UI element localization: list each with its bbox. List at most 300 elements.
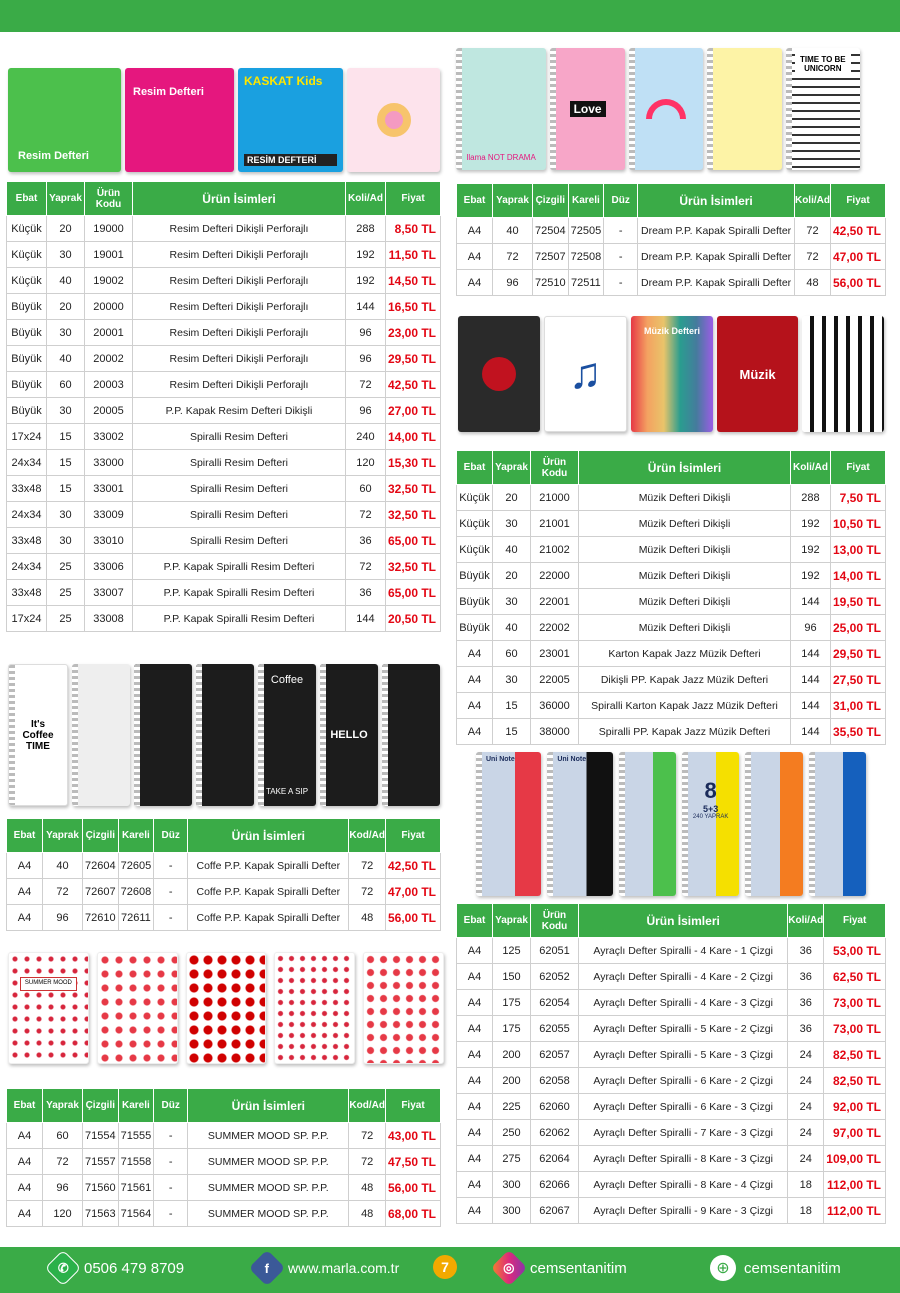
table-cell: 71560: [83, 1175, 119, 1201]
table-cell: 33010: [85, 528, 133, 554]
price-cell: 65,00 TL: [385, 528, 440, 554]
table-cell: 33007: [85, 580, 133, 606]
table-cell: 62062: [531, 1120, 579, 1146]
cover-title: llama NOT DRAMA: [466, 153, 536, 162]
product-name-cell: Spiralli Karton Kapak Jazz Müzik Defteri: [579, 693, 791, 719]
table-cell: 72504: [533, 218, 569, 244]
ayracli-covers: [476, 752, 866, 896]
table-cell: 72: [345, 372, 385, 398]
music-note-icon: ♫: [568, 349, 602, 398]
product-name-cell: Ayraçlı Defter Spiralli - 6 Kare - 3 Çizgi: [579, 1094, 788, 1120]
product-name-cell: Müzik Defteri Dikişli: [579, 485, 791, 511]
table-cell: Büyük: [7, 372, 47, 398]
price-cell: 56,00 TL: [385, 905, 440, 931]
price-cell: 42,50 TL: [830, 218, 885, 244]
table-cell: Büyük: [7, 346, 47, 372]
table-cell: 71558: [118, 1149, 154, 1175]
footer-instagram[interactable]: [496, 1253, 627, 1283]
column-header: Fiyat: [830, 184, 885, 218]
table-cell: 72: [349, 879, 386, 905]
table-cell: 19001: [85, 242, 133, 268]
cover-brand: Uni Note: [486, 756, 515, 763]
table-row: [7, 580, 441, 606]
column-header: Koli/Ad: [794, 184, 830, 218]
table-cell: 36: [788, 990, 824, 1016]
price-cell: 32,50 TL: [385, 476, 440, 502]
table-cell: A4: [457, 1198, 493, 1224]
table-cell: 71554: [83, 1123, 119, 1149]
price-cell: 43,00 TL: [385, 1123, 440, 1149]
table-cell: 17x24: [7, 606, 47, 632]
table-cell: 30: [47, 398, 85, 424]
product-name-cell: Ayraçlı Defter Spiralli - 5 Kare - 2 Çizgi: [579, 1016, 788, 1042]
table-cell: 19000: [85, 216, 133, 242]
table-cell: A4: [457, 990, 493, 1016]
table-row: [7, 905, 441, 931]
table-cell: 40: [493, 615, 531, 641]
table-row: [457, 615, 886, 641]
column-header: Yaprak: [493, 451, 531, 485]
table-cell: -: [154, 1201, 188, 1227]
price-cell: 65,00 TL: [385, 580, 440, 606]
table-cell: 225: [493, 1094, 531, 1120]
price-cell: 10,50 TL: [830, 511, 885, 537]
table-cell: 30: [47, 242, 85, 268]
column-header: Koli/Ad: [788, 904, 824, 938]
product-name-cell: Dream P.P. Kapak Spiralli Defter: [638, 244, 795, 270]
table-cell: 200: [493, 1042, 531, 1068]
table-cell: A4: [457, 693, 493, 719]
table-cell: 300: [493, 1172, 531, 1198]
table-cell: 40: [47, 346, 85, 372]
table-cell: 30: [47, 320, 85, 346]
price-cell: 35,50 TL: [830, 719, 885, 745]
table-cell: -: [604, 270, 638, 296]
table-row: [457, 719, 886, 745]
cover-piano-color: [631, 316, 713, 432]
summer-mood-covers: [8, 952, 444, 1064]
cover-piano-red: [717, 316, 799, 432]
table-cell: 33x48: [7, 476, 47, 502]
column-header: Ürün İsimleri: [638, 184, 795, 218]
product-name-cell: Ayraçlı Defter Spiralli - 8 Kare - 4 Çizgi: [579, 1172, 788, 1198]
table-cell: 48: [349, 1201, 386, 1227]
price-cell: 15,30 TL: [385, 450, 440, 476]
table-cell: 62058: [531, 1068, 579, 1094]
product-name-cell: Müzik Defteri Dikişli: [579, 511, 791, 537]
table-cell: 71561: [118, 1175, 154, 1201]
cover-coffee-black-4: [320, 664, 378, 806]
table-cell: 144: [345, 294, 385, 320]
product-name-cell: Ayraçlı Defter Spiralli - 4 Kare - 1 Çizgi: [579, 938, 788, 964]
table-cell: 72510: [533, 270, 569, 296]
cover-flamingo: [550, 48, 624, 170]
footer-website[interactable]: [254, 1253, 399, 1283]
column-header: Düz: [154, 1089, 188, 1123]
price-cell: 14,50 TL: [385, 268, 440, 294]
table-cell: 25: [47, 554, 85, 580]
table-row: [457, 244, 886, 270]
table-cell: 275: [493, 1146, 531, 1172]
table-cell: 20002: [85, 346, 133, 372]
cover-ayrac-black: [547, 752, 612, 896]
table-cell: 72: [493, 244, 533, 270]
table-cell: 72605: [118, 853, 154, 879]
cover-coffee-time: [8, 664, 68, 806]
cover-ayrac-red: [476, 752, 541, 896]
price-cell: 73,00 TL: [824, 1016, 886, 1042]
table-cell: 175: [493, 1016, 531, 1042]
table-cell: 62057: [531, 1042, 579, 1068]
column-header: Ebat: [457, 451, 493, 485]
table-cell: 144: [345, 606, 385, 632]
table-cell: 300: [493, 1198, 531, 1224]
table-row: [7, 424, 441, 450]
price-cell: 25,00 TL: [830, 615, 885, 641]
table-cell: 96: [345, 320, 385, 346]
table-cell: 20005: [85, 398, 133, 424]
table-row: [457, 1094, 886, 1120]
column-header: Kareli: [118, 819, 154, 853]
column-header: Yaprak: [43, 1089, 83, 1123]
dream-covers: [456, 48, 860, 170]
table-cell: 21000: [531, 485, 579, 511]
product-name-cell: SUMMER MOOD SP. P.P.: [188, 1175, 349, 1201]
table-cell: 33001: [85, 476, 133, 502]
table-cell: A4: [7, 853, 43, 879]
table-cell: 200: [493, 1068, 531, 1094]
cover-cherry: [8, 952, 89, 1064]
price-cell: 14,00 TL: [385, 424, 440, 450]
table-cell: 17x24: [7, 424, 47, 450]
table-cell: 48: [349, 905, 386, 931]
price-cell: 11,50 TL: [385, 242, 440, 268]
price-cell: 92,00 TL: [824, 1094, 886, 1120]
cover-coffee-black-2: [196, 664, 254, 806]
table-cell: 62064: [531, 1146, 579, 1172]
table-cell: 40: [43, 853, 83, 879]
table-cell: 22000: [531, 563, 579, 589]
table-cell: A4: [457, 1042, 493, 1068]
product-name-cell: Spiralli Resim Defteri: [133, 502, 346, 528]
product-name-cell: SUMMER MOOD SP. P.P.: [188, 1123, 349, 1149]
table-dream: [456, 183, 886, 296]
column-header: Fiyat: [385, 819, 440, 853]
table-cell: 40: [493, 218, 533, 244]
footer-web-handle[interactable]: [710, 1253, 841, 1283]
table-row: [457, 1172, 886, 1198]
product-name-cell: Dikişli PP. Kapak Jazz Müzik Defteri: [579, 667, 791, 693]
table-cell: 144: [790, 589, 830, 615]
rainbow-icon: [646, 99, 686, 119]
table-cell: 33008: [85, 606, 133, 632]
cover-drums: [458, 316, 540, 432]
table-cell: -: [604, 244, 638, 270]
table-cell: 30: [47, 502, 85, 528]
column-header: Yaprak: [493, 184, 533, 218]
price-cell: 27,00 TL: [385, 398, 440, 424]
product-name-cell: Spiralli Resim Defteri: [133, 450, 346, 476]
table-cell: 71564: [118, 1201, 154, 1227]
table-cell: 36: [788, 1016, 824, 1042]
column-header: Koli/Ad: [790, 451, 830, 485]
table-cell: Küçük: [7, 242, 47, 268]
product-name-cell: Ayraçlı Defter Spiralli - 6 Kare - 2 Çizgi: [579, 1068, 788, 1094]
cover-title: Coffee: [270, 674, 304, 686]
cover-strawberry: [186, 952, 267, 1064]
product-name-cell: Dream P.P. Kapak Spiralli Defter: [638, 270, 795, 296]
cover-ayrac-green: [619, 752, 676, 896]
table-row: [7, 1175, 441, 1201]
price-cell: 16,50 TL: [385, 294, 440, 320]
table-cell: Küçük: [457, 485, 493, 511]
product-name-cell: Dream P.P. Kapak Spiralli Defter: [638, 218, 795, 244]
product-name-cell: Resim Defteri Dikişli Perforajlı: [133, 372, 346, 398]
price-cell: 29,50 TL: [830, 641, 885, 667]
table-cell: 60: [493, 641, 531, 667]
table-cell: 192: [345, 242, 385, 268]
table-cell: A4: [457, 719, 493, 745]
table-row: [457, 1120, 886, 1146]
table-cell: -: [154, 905, 188, 931]
table-coffee: [6, 818, 441, 931]
table-row: [7, 1201, 441, 1227]
product-name-cell: Resim Defteri Dikişli Perforajlı: [133, 320, 346, 346]
table-row: [7, 554, 441, 580]
table-row: [457, 667, 886, 693]
table-cell: 62052: [531, 964, 579, 990]
price-cell: 7,50 TL: [830, 485, 885, 511]
product-name-cell: Müzik Defteri Dikişli: [579, 537, 791, 563]
footer-phone[interactable]: [50, 1253, 184, 1283]
table-cell: 33000: [85, 450, 133, 476]
cover-number: 8: [704, 778, 717, 803]
cover-ayrac-yellow: [682, 752, 739, 896]
column-header: Fiyat: [824, 904, 886, 938]
column-header: Yaprak: [43, 819, 83, 853]
table-cell: 62055: [531, 1016, 579, 1042]
drum-icon: [482, 357, 516, 391]
table-cell: 24: [788, 1094, 824, 1120]
table-cell: 22002: [531, 615, 579, 641]
price-cell: 23,00 TL: [385, 320, 440, 346]
table-cell: 96: [790, 615, 830, 641]
table-muzik: [456, 450, 886, 745]
price-cell: 27,50 TL: [830, 667, 885, 693]
table-cell: 71563: [83, 1201, 119, 1227]
table-cell: 36000: [531, 693, 579, 719]
product-name-cell: Müzik Defteri Dikişli: [579, 615, 791, 641]
table-cell: A4: [457, 964, 493, 990]
column-header: Düz: [154, 819, 188, 853]
table-row: [7, 216, 441, 242]
table-cell: 60: [47, 372, 85, 398]
product-name-cell: Coffe P.P. Kapak Spiralli Defter: [188, 879, 349, 905]
column-header: Ürün İsimleri: [579, 451, 791, 485]
table-cell: Büyük: [457, 615, 493, 641]
price-cell: 42,50 TL: [385, 853, 440, 879]
table-cell: A4: [457, 1094, 493, 1120]
table-cell: 62066: [531, 1172, 579, 1198]
table-cell: Küçük: [7, 268, 47, 294]
product-name-cell: Ayraçlı Defter Spiralli - 8 Kare - 3 Çizgi: [579, 1146, 788, 1172]
table-cell: 96: [43, 905, 83, 931]
table-cell: 25: [47, 606, 85, 632]
table-summer-mood: [6, 1088, 441, 1227]
table-cell: 20000: [85, 294, 133, 320]
cover-coffee-black-3: [258, 664, 316, 806]
table-cell: 62060: [531, 1094, 579, 1120]
column-header: Kareli: [568, 184, 604, 218]
table-resim-defteri: [6, 181, 441, 632]
column-header: Ebat: [457, 184, 493, 218]
table-cell: 288: [345, 216, 385, 242]
table-cell: 72: [349, 1123, 386, 1149]
column-header: Ürün İsimleri: [133, 182, 346, 216]
table-cell: 40: [47, 268, 85, 294]
table-cell: 15: [47, 476, 85, 502]
table-cell: 72: [345, 502, 385, 528]
table-cell: 192: [790, 537, 830, 563]
table-row: [7, 346, 441, 372]
cover-title: It's Coffee TIME: [22, 718, 54, 752]
table-row: [457, 1198, 886, 1224]
cover-unicorn: [786, 48, 860, 170]
table-cell: 150: [493, 964, 531, 990]
table-cell: 15: [47, 450, 85, 476]
table-cell: 144: [790, 667, 830, 693]
table-row: [7, 372, 441, 398]
table-row: [7, 320, 441, 346]
table-cell: 62067: [531, 1198, 579, 1224]
table-cell: 120: [43, 1201, 83, 1227]
product-name-cell: Ayraçlı Defter Spiralli - 7 Kare - 3 Çizgi: [579, 1120, 788, 1146]
table-cell: 192: [790, 563, 830, 589]
price-cell: 47,50 TL: [385, 1149, 440, 1175]
cover-label: SUMMER MOOD: [20, 977, 77, 991]
product-name-cell: Spiralli PP. Kapak Jazz Müzik Defteri: [579, 719, 791, 745]
page-number: 7: [433, 1255, 457, 1279]
product-name-cell: Müzik Defteri Dikişli: [579, 589, 791, 615]
table-cell: 33x48: [7, 580, 47, 606]
cover-cherry-2: [274, 952, 355, 1064]
table-cell: 288: [790, 485, 830, 511]
cover-title: KASKAT Kids: [244, 74, 323, 88]
instagram-text: cemsentanitim: [530, 1259, 627, 1277]
table-row: [7, 1149, 441, 1175]
table-row: [457, 964, 886, 990]
table-cell: A4: [7, 1175, 43, 1201]
table-cell: 22005: [531, 667, 579, 693]
column-header: Ebat: [7, 819, 43, 853]
product-name-cell: Coffe P.P. Kapak Spiralli Defter: [188, 853, 349, 879]
table-cell: 72508: [568, 244, 604, 270]
table-cell: 72604: [83, 853, 119, 879]
table-cell: A4: [457, 218, 493, 244]
table-row: [7, 294, 441, 320]
table-cell: A4: [457, 1016, 493, 1042]
table-row: [457, 641, 886, 667]
cover-title: Love: [570, 101, 606, 117]
product-name-cell: Spiralli Resim Defteri: [133, 476, 346, 502]
table-cell: 72505: [568, 218, 604, 244]
table-row: [457, 1042, 886, 1068]
column-header: Kod/Ad: [349, 819, 386, 853]
table-cell: 20: [47, 294, 85, 320]
table-cell: A4: [457, 667, 493, 693]
cover-subtitle: RESİM DEFTERİ: [244, 154, 337, 166]
product-name-cell: SUMMER MOOD SP. P.P.: [188, 1149, 349, 1175]
cover-watermelon-2: [363, 952, 444, 1064]
cover-brand: Uni Note: [557, 756, 587, 763]
table-cell: A4: [457, 1146, 493, 1172]
product-name-cell: P.P. Kapak Spiralli Resim Defteri: [133, 554, 346, 580]
table-row: [457, 537, 886, 563]
price-cell: 112,00 TL: [824, 1172, 886, 1198]
cover-ayrac-blue: [809, 752, 866, 896]
product-name-cell: Karton Kapak Jazz Müzik Defteri: [579, 641, 791, 667]
cover-title: Resim Defteri: [18, 150, 89, 162]
table-cell: 175: [493, 990, 531, 1016]
table-cell: 72: [43, 879, 83, 905]
table-cell: 72608: [118, 879, 154, 905]
table-cell: 72: [794, 218, 830, 244]
price-cell: 29,50 TL: [385, 346, 440, 372]
table-cell: -: [154, 853, 188, 879]
table-row: [7, 242, 441, 268]
price-cell: 8,50 TL: [385, 216, 440, 242]
table-cell: 33002: [85, 424, 133, 450]
price-cell: 53,00 TL: [824, 938, 886, 964]
table-cell: 62054: [531, 990, 579, 1016]
table-cell: 96: [493, 270, 533, 296]
product-name-cell: Resim Defteri Dikişli Perforajlı: [133, 242, 346, 268]
table-cell: 71555: [118, 1123, 154, 1149]
product-name-cell: Resim Defteri Dikişli Perforajlı: [133, 268, 346, 294]
product-name-cell: Ayraçlı Defter Spiralli - 9 Kare - 3 Çizgi: [579, 1198, 788, 1224]
table-cell: 15: [493, 693, 531, 719]
table-row: [457, 938, 886, 964]
table-row: [457, 1068, 886, 1094]
column-header: Düz: [604, 184, 638, 218]
table-cell: 72: [794, 244, 830, 270]
table-cell: 144: [790, 693, 830, 719]
website-text: www.marla.com.tr: [288, 1260, 400, 1276]
table-cell: 60: [345, 476, 385, 502]
price-cell: 82,50 TL: [824, 1042, 886, 1068]
top-green-bar: [0, 0, 900, 32]
table-cell: 15: [493, 719, 531, 745]
table-row: [457, 589, 886, 615]
column-header: Çizgili: [83, 819, 119, 853]
table-cell: 48: [794, 270, 830, 296]
cover-subtitle: TAKE A SIP: [265, 787, 309, 796]
donut-icon: [377, 103, 411, 137]
table-cell: 38000: [531, 719, 579, 745]
table-cell: 24: [788, 1146, 824, 1172]
table-row: [7, 606, 441, 632]
table-cell: 71557: [83, 1149, 119, 1175]
price-cell: 32,50 TL: [385, 502, 440, 528]
table-cell: A4: [457, 1172, 493, 1198]
price-cell: 31,00 TL: [830, 693, 885, 719]
table-cell: 40: [493, 537, 531, 563]
table-cell: -: [154, 879, 188, 905]
table-cell: 72611: [118, 905, 154, 931]
table-cell: Büyük: [7, 398, 47, 424]
table-cell: 25: [47, 580, 85, 606]
cover-unicorn-donut: [347, 68, 440, 172]
